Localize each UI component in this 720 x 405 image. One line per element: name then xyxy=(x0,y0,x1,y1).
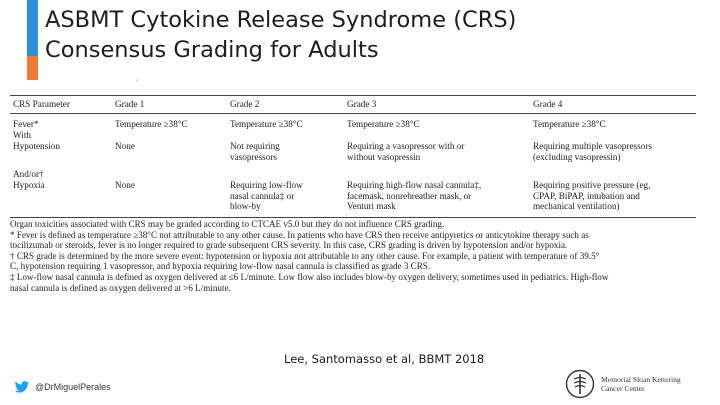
cell-line: Requiring positive pressure (eg, xyxy=(533,180,651,190)
table-header-rule xyxy=(10,113,696,114)
citation: Lee, Santomasso et al, BBMT 2018 xyxy=(284,352,485,366)
footnote-line: Organ toxicities associated with CRS may be graded according to CTCAE v5.0 but they do not influence CRS grading. xyxy=(10,219,445,229)
row-hypotension-grade-1 xyxy=(115,141,135,152)
cell-line: Temperature ≥38°C xyxy=(230,119,303,129)
slide-title-line-1: ASBMT Cytokine Release Syndrome (CRS) xyxy=(45,7,517,33)
logo-text-line-2: Cancer Center xyxy=(601,384,645,393)
header-crs-parameter: CRS Parameter xyxy=(13,99,70,109)
institution-logo xyxy=(565,369,681,399)
row-hypotension-grade-3 xyxy=(347,141,464,162)
row-fever-grade-4 xyxy=(533,119,606,130)
footnote-line: nasal cannula is defined as oxygen delivered at >6 L/minute. xyxy=(10,282,231,293)
cell-line: Temperature ≥38°C xyxy=(115,119,188,129)
footnote-line: * Fever is defined as temperature ≥38°C not attributable to any other cause. In patients who have CRS then receive antipyretics or anticytokine therapy such as xyxy=(10,229,589,240)
row-hypoxia-grade-1 xyxy=(115,180,135,191)
row-fever-grade-2 xyxy=(230,119,303,130)
logo-text-line-1: Memorial Sloan Kettering xyxy=(601,375,681,384)
cell-line: without vasopressin xyxy=(347,151,421,162)
cell-line: Venturi mask xyxy=(347,201,396,212)
row-fever-grade-1 xyxy=(115,119,188,130)
row-fever-parameter xyxy=(13,119,39,130)
cell-line: Not requiring xyxy=(230,141,280,151)
footnote-line: C, hypotension requiring 1 vasopressor, and hypoxia requiring low-flow nasal cannula is classified as grade 3 CRS. xyxy=(10,261,431,272)
row-hypotension-grade-4 xyxy=(533,141,652,162)
row-hypoxia-parameter xyxy=(13,169,45,190)
slide-title xyxy=(45,5,685,65)
cell-line: vasopressors xyxy=(230,151,277,162)
cell-line: Temperature ≥38°C xyxy=(533,119,606,129)
row-fever-grade-3 xyxy=(347,119,420,130)
table-bottom-rule xyxy=(10,217,696,218)
stray-mark: ° xyxy=(136,80,139,86)
row-hypoxia-grade-4 xyxy=(533,180,650,212)
cell-line: Requiring low-flow xyxy=(230,180,303,190)
cell-line: blow-by xyxy=(230,201,261,212)
footnote-line: † CRS grade is determined by the more severe event: hypotension or hypoxia not attributable to any other cause. For example, a patient with temperature of 39.5° xyxy=(10,250,600,261)
cell-line: Hypotension xyxy=(13,140,60,151)
row-hypotension-grade-2 xyxy=(230,141,280,162)
table-top-rule xyxy=(10,95,696,96)
twitter-bird-icon xyxy=(14,381,30,393)
cell-line: (excluding vasopressin) xyxy=(533,151,621,162)
cell-line: Temperature ≥38°C xyxy=(347,119,420,129)
cell-line: Requiring high-flow nasal cannula‡, xyxy=(347,180,482,190)
header-grade-3: Grade 3 xyxy=(347,99,377,109)
slide-title-line-2: Consensus Grading for Adults xyxy=(45,37,379,63)
caduceus-logo-icon xyxy=(565,369,595,399)
logo-text xyxy=(601,375,681,393)
cell-line: CPAP, BiPAP, intubation and xyxy=(533,190,640,201)
cell-line: None xyxy=(115,180,135,190)
twitter-credit xyxy=(14,381,111,393)
title-accent-bar-blue xyxy=(27,0,38,56)
row-hypoxia-grade-3 xyxy=(347,180,481,212)
title-accent-bar-orange xyxy=(27,56,38,80)
cell-line: None xyxy=(115,141,135,151)
cell-line: And/or† xyxy=(13,169,44,179)
cell-line: With xyxy=(13,130,32,140)
cell-line: nasal cannula‡ or xyxy=(230,190,295,201)
footnote-line: tocilizumab or steroids, fever is no longer required to grade subsequent CRS severity. In this case, CRS grading is driven by hypotension and/or hypoxia. xyxy=(10,240,568,251)
row-hypoxia-grade-2 xyxy=(230,180,303,212)
cell-line: Fever* xyxy=(13,119,39,129)
header-grade-1: Grade 1 xyxy=(115,99,145,109)
table-footnotes xyxy=(10,219,700,293)
header-grade-4: Grade 4 xyxy=(533,99,563,109)
twitter-handle: @DrMiguelPerales xyxy=(35,382,111,392)
header-grade-2: Grade 2 xyxy=(230,99,260,109)
cell-line: facemask, nonrebreather mask, or xyxy=(347,190,472,201)
cell-line: Requiring a vasopressor with or xyxy=(347,141,465,151)
cell-line: Hypoxia xyxy=(13,179,45,190)
cell-line: Requiring multiple vasopressors xyxy=(533,141,652,151)
row-hypotension-parameter xyxy=(13,130,60,151)
cell-line: mechanical ventilation) xyxy=(533,201,620,212)
footnote-line: ‡ Low-flow nasal cannula is defined as oxygen delivered at ≤6 L/minute. Low flow also includes blow-by oxygen delivery, sometimes used in pediatrics. High-flow xyxy=(10,271,609,282)
